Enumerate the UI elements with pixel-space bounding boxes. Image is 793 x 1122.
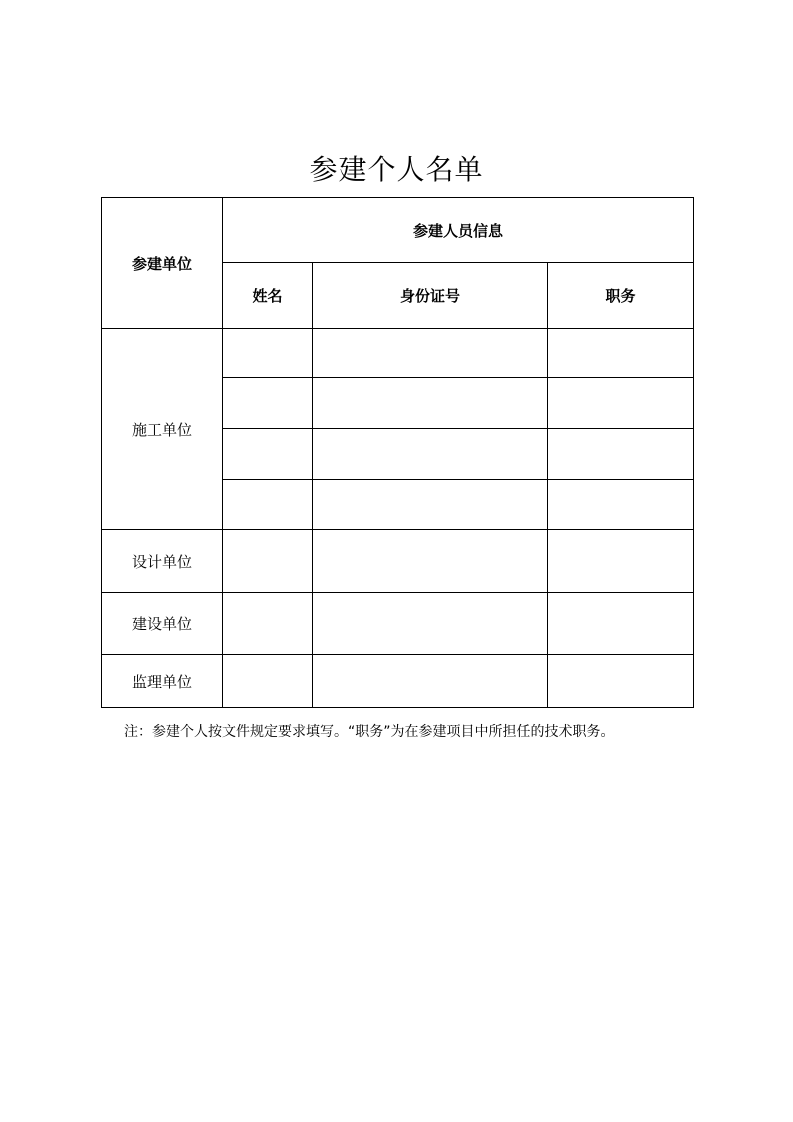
personnel-table	[101, 197, 694, 708]
id-number-cell[interactable]	[313, 378, 548, 429]
header-name: 姓名	[223, 263, 313, 329]
position-cell[interactable]	[548, 429, 694, 480]
name-cell[interactable]	[223, 480, 313, 530]
id-number-cell[interactable]	[313, 429, 548, 480]
unit-cell-owner: 建设单位	[102, 593, 223, 655]
unit-cell-design: 设计单位	[102, 530, 223, 593]
unit-cell-construction: 施工单位	[102, 329, 223, 530]
name-cell[interactable]	[223, 530, 313, 593]
name-cell[interactable]	[223, 593, 313, 655]
id-number-cell[interactable]	[313, 593, 548, 655]
position-cell[interactable]	[548, 329, 694, 378]
unit-cell-supervision: 监理单位	[102, 655, 223, 708]
position-cell[interactable]	[548, 655, 694, 708]
id-number-cell[interactable]	[313, 655, 548, 708]
table-row	[102, 655, 694, 708]
position-cell[interactable]	[548, 530, 694, 593]
table-row	[102, 530, 694, 593]
table-row	[102, 593, 694, 655]
header-id-number: 身份证号	[313, 263, 548, 329]
id-number-cell[interactable]	[313, 480, 548, 530]
header-personnel-info: 参建人员信息	[223, 198, 694, 263]
header-row-1	[102, 198, 694, 263]
header-position: 职务	[548, 263, 694, 329]
footnote: 注：参建个人按文件规定要求填写。“职务”为在参建项目中所担任的技术职务。	[124, 724, 615, 740]
header-unit: 参建单位	[102, 198, 223, 329]
name-cell[interactable]	[223, 655, 313, 708]
table-row	[102, 329, 694, 378]
name-cell[interactable]	[223, 329, 313, 378]
document-title: 参建个人名单	[309, 153, 484, 186]
id-number-cell[interactable]	[313, 530, 548, 593]
name-cell[interactable]	[223, 378, 313, 429]
position-cell[interactable]	[548, 378, 694, 429]
id-number-cell[interactable]	[313, 329, 548, 378]
position-cell[interactable]	[548, 480, 694, 530]
name-cell[interactable]	[223, 429, 313, 480]
position-cell[interactable]	[548, 593, 694, 655]
